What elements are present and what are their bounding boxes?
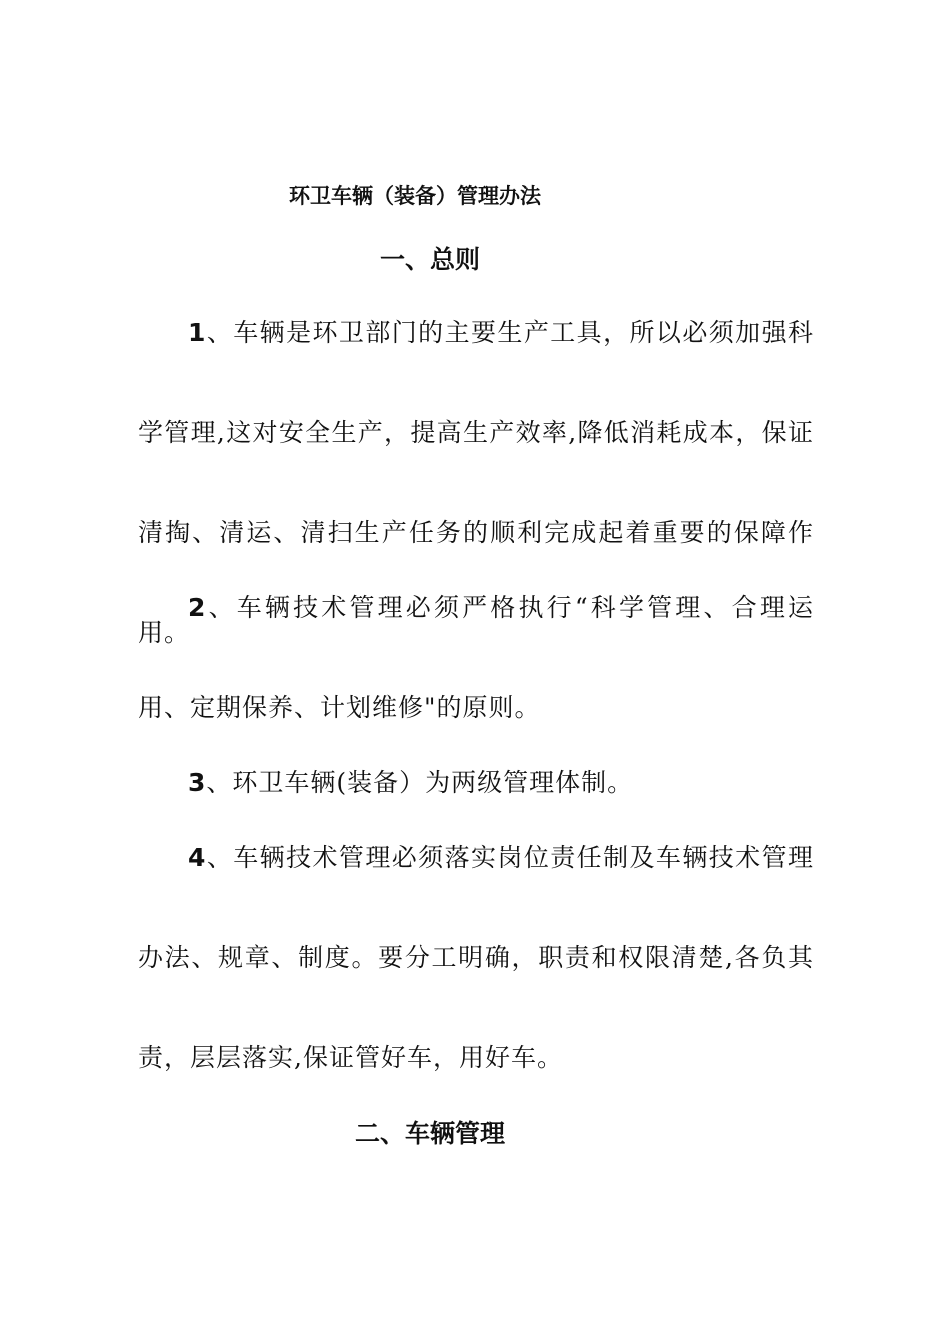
paragraph-text: 、车辆技术管理必须严格执行“科学管理、合理运用、定期保养、计划维修"的原则。 bbox=[138, 593, 814, 722]
paragraph-number: 1 bbox=[188, 318, 207, 347]
section-heading-general: 一、总则 bbox=[379, 245, 480, 274]
paragraph-number: 4 bbox=[188, 843, 207, 872]
paragraph-number: 2 bbox=[188, 593, 207, 622]
paragraph-2 bbox=[138, 558, 814, 758]
section-heading-vehicle-management: 二、车辆管理 bbox=[354, 1119, 505, 1148]
paragraph-4 bbox=[138, 808, 814, 1108]
paragraph-text: 、车辆技术管理必须落实岗位责任制及车辆技术管理办法、规章、制度。要分工明确，职责和权限清楚,各负其责，层层落实,保证管好车，用好车。 bbox=[138, 843, 814, 1072]
paragraph-text: 、环卫车辆(装备）为两级管理体制。 bbox=[206, 768, 634, 797]
paragraph-text: 、车辆是环卫部门的主要生产工具，所以必须加强科学管理,这对安全生产，提高生产效率,降低消耗成本，保证清掏、清运、清扫生产任务的顺利完成起着重要的保障作用。 bbox=[138, 318, 814, 647]
document-title: 环卫车辆（装备）管理办法 bbox=[289, 184, 541, 208]
paragraph-number: 3 bbox=[188, 768, 207, 797]
